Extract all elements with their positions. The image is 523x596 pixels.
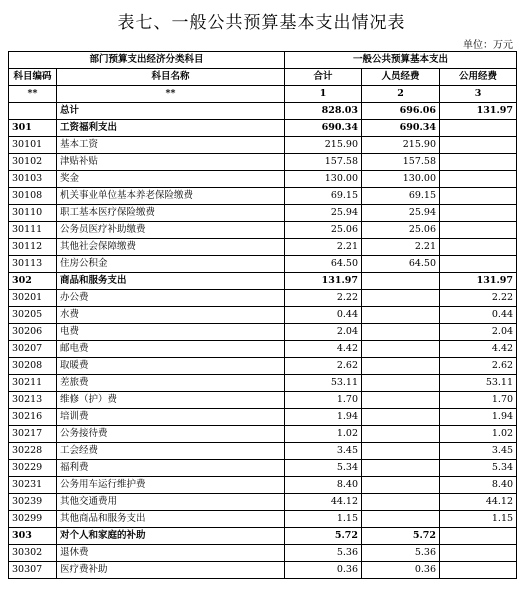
cell-personnel: 64.50: [362, 256, 440, 273]
header-index-row: [9, 86, 517, 103]
cell-public: [440, 528, 517, 545]
cell-total: 1.15: [285, 511, 362, 528]
header-personnel: 人员经费: [362, 69, 440, 86]
cell-name: 工会经费: [57, 443, 285, 460]
cell-public: [440, 562, 517, 579]
cell-public: 1.94: [440, 409, 517, 426]
cell-code: 303: [9, 528, 57, 545]
cell-code: 30113: [9, 256, 57, 273]
cell-public: [440, 222, 517, 239]
cell-code: 30216: [9, 409, 57, 426]
cell-code: 30231: [9, 477, 57, 494]
cell-name: 退休费: [57, 545, 285, 562]
cell-public: [440, 171, 517, 188]
cell-name: 邮电费: [57, 341, 285, 358]
table-row: [9, 358, 517, 375]
cell-code: 30108: [9, 188, 57, 205]
cell-total: 8.40: [285, 477, 362, 494]
table-row: [9, 324, 517, 341]
cell-name: 奖金: [57, 171, 285, 188]
cell-public: 131.97: [440, 273, 517, 290]
cell-public: 44.12: [440, 494, 517, 511]
table-row: [9, 188, 517, 205]
cell-public: 131.97: [440, 103, 517, 120]
cell-total: 215.90: [285, 137, 362, 154]
cell-personnel: 69.15: [362, 188, 440, 205]
cell-name: 福利费: [57, 460, 285, 477]
header-group-right: 一般公共预算基本支出: [285, 52, 517, 69]
cell-total: 25.06: [285, 222, 362, 239]
cell-total: 157.58: [285, 154, 362, 171]
table-row: [9, 528, 517, 545]
cell-public: 53.11: [440, 375, 517, 392]
table-row: [9, 222, 517, 239]
cell-total: 2.21: [285, 239, 362, 256]
header-star-name: **: [57, 86, 285, 103]
table-row: [9, 154, 517, 171]
cell-code: 30103: [9, 171, 57, 188]
cell-code: 30239: [9, 494, 57, 511]
cell-name: 其他商品和服务支出: [57, 511, 285, 528]
cell-name: 公务用车运行维护费: [57, 477, 285, 494]
cell-total: 131.97: [285, 273, 362, 290]
cell-personnel: [362, 273, 440, 290]
cell-public: [440, 256, 517, 273]
cell-personnel: [362, 477, 440, 494]
cell-name: 工资福利支出: [57, 120, 285, 137]
cell-public: 2.62: [440, 358, 517, 375]
cell-total: 2.22: [285, 290, 362, 307]
cell-name: 公务员医疗补助缴费: [57, 222, 285, 239]
table-row: [9, 137, 517, 154]
cell-public: [440, 154, 517, 171]
cell-total: 53.11: [285, 375, 362, 392]
cell-personnel: 215.90: [362, 137, 440, 154]
cell-personnel: 130.00: [362, 171, 440, 188]
expenditure-table: [8, 51, 517, 579]
table-row: [9, 511, 517, 528]
cell-code: 301: [9, 120, 57, 137]
table-row: [9, 375, 517, 392]
header-star-code: **: [9, 86, 57, 103]
cell-personnel: [362, 358, 440, 375]
cell-public: 1.15: [440, 511, 517, 528]
cell-personnel: [362, 392, 440, 409]
cell-public: [440, 545, 517, 562]
cell-name: 取暖费: [57, 358, 285, 375]
cell-personnel: 0.36: [362, 562, 440, 579]
cell-personnel: 5.36: [362, 545, 440, 562]
cell-total: 1.02: [285, 426, 362, 443]
cell-name: 电费: [57, 324, 285, 341]
cell-personnel: 5.72: [362, 528, 440, 545]
cell-code: 30228: [9, 443, 57, 460]
header-group-left: 部门预算支出经济分类科目: [9, 52, 285, 69]
cell-public: 5.34: [440, 460, 517, 477]
cell-personnel: [362, 290, 440, 307]
cell-total: 130.00: [285, 171, 362, 188]
cell-total: 5.72: [285, 528, 362, 545]
table-row: [9, 562, 517, 579]
cell-code: 30217: [9, 426, 57, 443]
header-column-row: [9, 69, 517, 86]
unit-label: 单位：万元: [463, 40, 513, 51]
cell-personnel: 25.94: [362, 205, 440, 222]
cell-public: 8.40: [440, 477, 517, 494]
table-row: [9, 290, 517, 307]
cell-name: 公务接待费: [57, 426, 285, 443]
table-row: [9, 443, 517, 460]
cell-personnel: 2.21: [362, 239, 440, 256]
header-code: 科目编码: [9, 69, 57, 86]
table-row: [9, 307, 517, 324]
cell-personnel: [362, 341, 440, 358]
cell-public: [440, 137, 517, 154]
table-row: [9, 426, 517, 443]
table-row: [9, 392, 517, 409]
cell-total: 0.44: [285, 307, 362, 324]
cell-code: 30205: [9, 307, 57, 324]
header-name: 科目名称: [57, 69, 285, 86]
cell-personnel: [362, 460, 440, 477]
header-index-1: 1: [285, 86, 362, 103]
cell-public: [440, 239, 517, 256]
cell-personnel: [362, 307, 440, 324]
cell-total: 2.04: [285, 324, 362, 341]
cell-name: 培训费: [57, 409, 285, 426]
cell-personnel: [362, 443, 440, 460]
cell-public: 2.04: [440, 324, 517, 341]
cell-code: 30102: [9, 154, 57, 171]
cell-total: 64.50: [285, 256, 362, 273]
cell-code: 30111: [9, 222, 57, 239]
header-index-2: 2: [362, 86, 440, 103]
header-public: 公用经费: [440, 69, 517, 86]
cell-code: 30208: [9, 358, 57, 375]
cell-code: 30211: [9, 375, 57, 392]
cell-personnel: [362, 426, 440, 443]
cell-public: [440, 205, 517, 222]
cell-total: 0.36: [285, 562, 362, 579]
cell-code: 30201: [9, 290, 57, 307]
cell-total: 25.94: [285, 205, 362, 222]
cell-name: 津贴补贴: [57, 154, 285, 171]
cell-name: 其他交通费用: [57, 494, 285, 511]
cell-personnel: [362, 375, 440, 392]
cell-name: 总计: [57, 103, 285, 120]
cell-public: [440, 188, 517, 205]
table-row: [9, 103, 517, 120]
cell-total: 5.34: [285, 460, 362, 477]
cell-name: 差旅费: [57, 375, 285, 392]
cell-total: 3.45: [285, 443, 362, 460]
cell-name: 基本工资: [57, 137, 285, 154]
cell-code: 30229: [9, 460, 57, 477]
table-row: [9, 205, 517, 222]
header-index-3: 3: [440, 86, 517, 103]
cell-name: 职工基本医疗保险缴费: [57, 205, 285, 222]
cell-code: [9, 103, 57, 120]
cell-total: 4.42: [285, 341, 362, 358]
cell-name: 其他社会保障缴费: [57, 239, 285, 256]
cell-public: [440, 120, 517, 137]
cell-code: 30213: [9, 392, 57, 409]
table-row: [9, 477, 517, 494]
cell-code: 30302: [9, 545, 57, 562]
table-row: [9, 120, 517, 137]
cell-personnel: [362, 511, 440, 528]
table-row: [9, 494, 517, 511]
cell-public: 1.70: [440, 392, 517, 409]
cell-public: 0.44: [440, 307, 517, 324]
cell-code: 30112: [9, 239, 57, 256]
cell-personnel: 25.06: [362, 222, 440, 239]
table-row: [9, 239, 517, 256]
cell-public: 1.02: [440, 426, 517, 443]
cell-personnel: 696.06: [362, 103, 440, 120]
cell-total: 69.15: [285, 188, 362, 205]
cell-total: 5.36: [285, 545, 362, 562]
cell-name: 维修（护）费: [57, 392, 285, 409]
cell-code: 302: [9, 273, 57, 290]
cell-name: 商品和服务支出: [57, 273, 285, 290]
cell-personnel: 157.58: [362, 154, 440, 171]
page-title: 表七、一般公共预算基本支出情况表: [117, 13, 406, 33]
cell-total: 1.70: [285, 392, 362, 409]
cell-public: 2.22: [440, 290, 517, 307]
table-row: [9, 256, 517, 273]
table-row: [9, 460, 517, 477]
table-row: [9, 545, 517, 562]
cell-total: 690.34: [285, 120, 362, 137]
cell-name: 办公费: [57, 290, 285, 307]
cell-personnel: [362, 324, 440, 341]
cell-name: 机关事业单位基本养老保险缴费: [57, 188, 285, 205]
table-row: [9, 341, 517, 358]
header-total: 合计: [285, 69, 362, 86]
cell-personnel: [362, 409, 440, 426]
table-row: [9, 409, 517, 426]
cell-personnel: [362, 494, 440, 511]
cell-personnel: 690.34: [362, 120, 440, 137]
header-group-row: [9, 52, 517, 69]
cell-total: 1.94: [285, 409, 362, 426]
cell-name: 住房公积金: [57, 256, 285, 273]
cell-code: 30110: [9, 205, 57, 222]
cell-total: 44.12: [285, 494, 362, 511]
cell-code: 30206: [9, 324, 57, 341]
cell-name: 对个人和家庭的补助: [57, 528, 285, 545]
table-row: [9, 171, 517, 188]
table-row: [9, 273, 517, 290]
cell-name: 水费: [57, 307, 285, 324]
cell-total: 828.03: [285, 103, 362, 120]
cell-public: 3.45: [440, 443, 517, 460]
cell-public: 4.42: [440, 341, 517, 358]
cell-name: 医疗费补助: [57, 562, 285, 579]
cell-code: 30101: [9, 137, 57, 154]
cell-total: 2.62: [285, 358, 362, 375]
cell-code: 30207: [9, 341, 57, 358]
cell-code: 30307: [9, 562, 57, 579]
cell-code: 30299: [9, 511, 57, 528]
